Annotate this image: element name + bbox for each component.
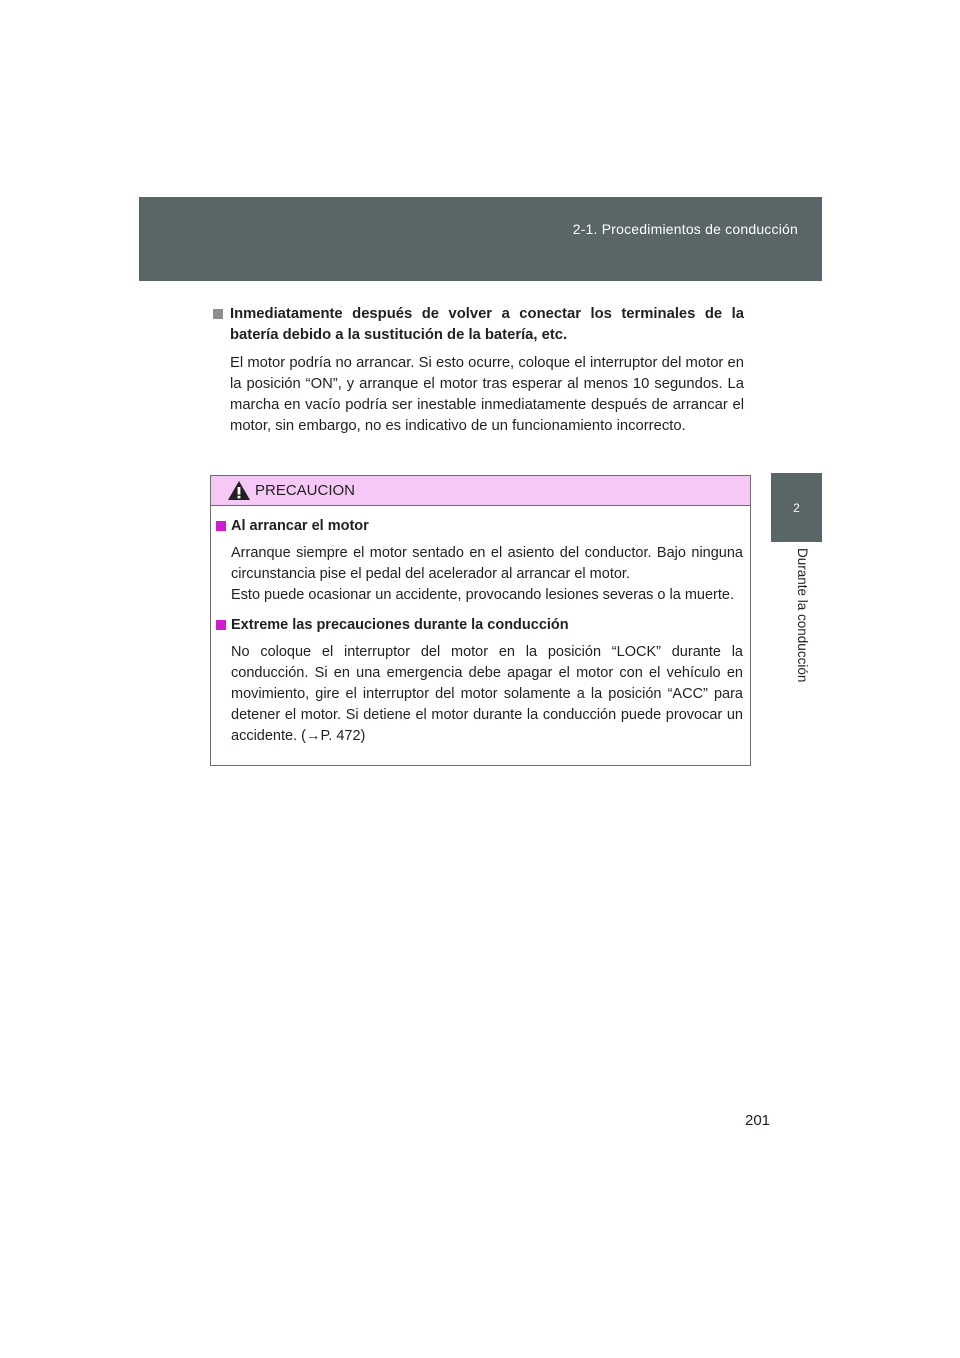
square-bullet-icon [216, 620, 226, 630]
intro-body: El motor podría no arrancar. Si esto ocurre, coloque el interruptor del motor en la posición “ON”, y arranque el motor tras esperar al menos 10 segundos. La marcha en vacío podría ser inestable inmediatamente después de arrancar el motor, sin embargo, no es indicativo de un funcionamiento incorrecto. [230, 355, 744, 434]
caution-item-text [216, 642, 743, 747]
caution-box [210, 475, 751, 766]
warning-triangle-icon [227, 480, 251, 506]
caution-line: Esto puede ocasionar un accidente, provocando lesiones severas o la muerte. [231, 587, 734, 603]
caution-item-text [216, 543, 743, 606]
caution-item-heading-text: Al arrancar el motor [231, 518, 369, 534]
caution-line: No coloque el interruptor del motor en la posición “LOCK” durante la conducción. Si en una emergencia debe apagar el motor con el vehículo en movimiento, gire el interruptor del motor solamente a la posición “ACC” para detener el motor. Si detiene el motor durante la conducción puede provocar un accidente. (→P. 472) [231, 644, 743, 744]
chapter-label: Durante la conducción [795, 548, 810, 683]
chapter-number: 2 [793, 500, 800, 515]
page-number: 201 [745, 1112, 771, 1129]
intro-section [213, 304, 744, 437]
chapter-tab [771, 473, 822, 542]
intro-heading-text: Inmediatamente después de volver a conectar los terminales de la batería debido a la sustitución de la batería, etc. [230, 306, 744, 343]
header-band [139, 197, 822, 281]
caution-header [211, 476, 750, 506]
intro-heading [213, 304, 744, 346]
section-title: 2-1. Procedimientos de conducción [572, 221, 798, 237]
caution-item-heading-text: Extreme las precauciones durante la conducción [231, 617, 569, 633]
caution-item-heading [216, 516, 743, 537]
caution-item-heading [216, 615, 743, 636]
caution-line: Arranque siempre el motor sentado en el asiento del conductor. Bajo ninguna circunstancia pise el pedal del acelerador al arrancar el motor. [231, 545, 743, 582]
caution-title: PRECAUCION [255, 482, 356, 499]
square-bullet-icon [216, 521, 226, 531]
caution-body [211, 506, 750, 747]
square-bullet-icon [213, 309, 223, 319]
